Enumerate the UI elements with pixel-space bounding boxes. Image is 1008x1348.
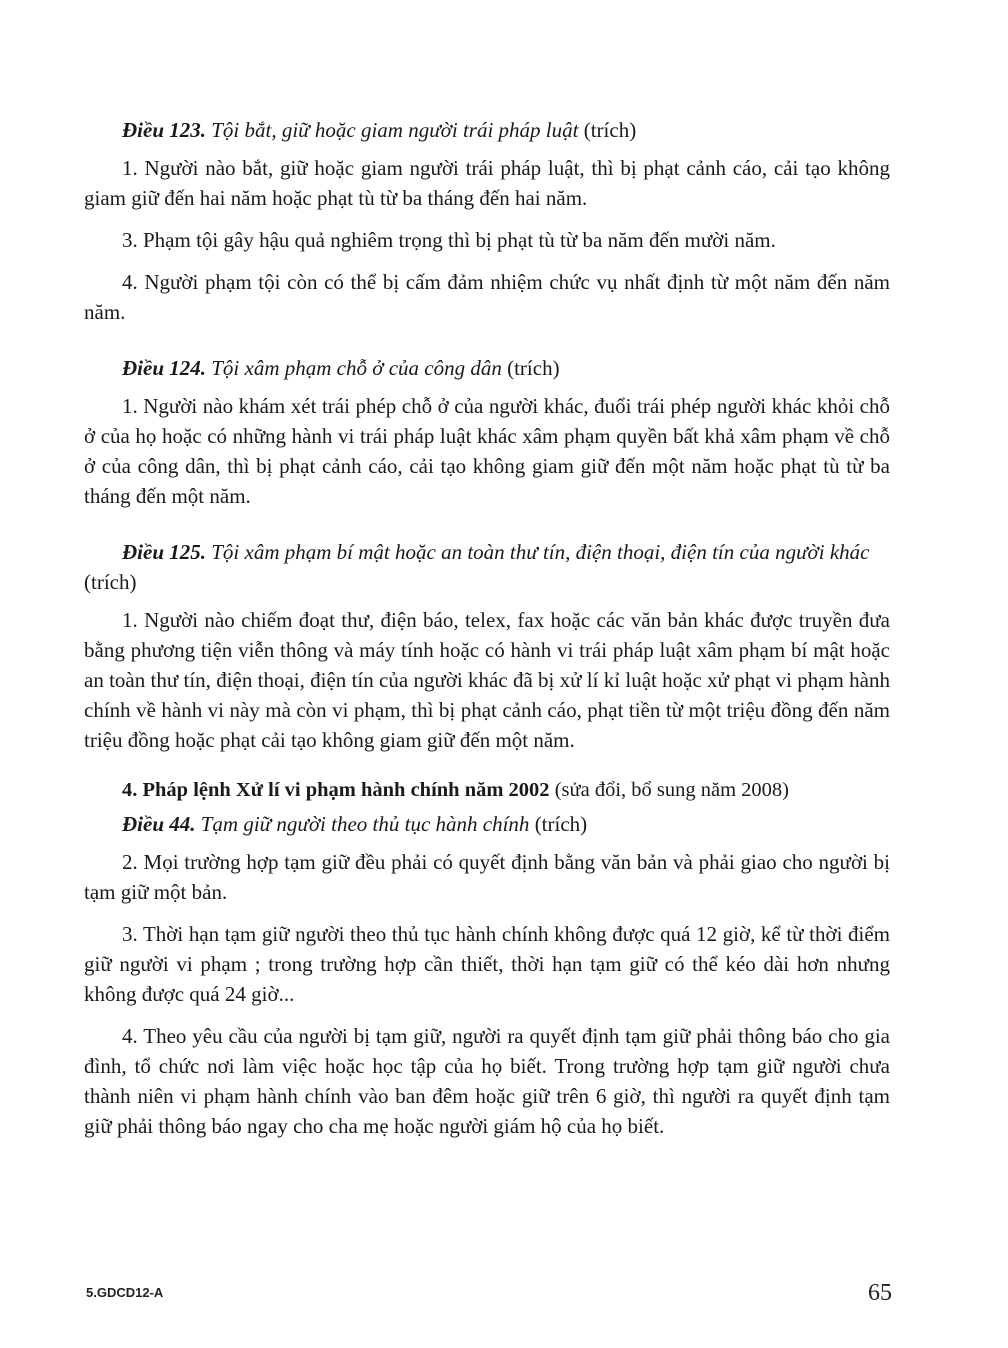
page-body (84, 115, 890, 1153)
article-44-heading (84, 809, 890, 839)
article-44-clause-2: 2. Mọi trường hợp tạm giữ đều phải có quyết định bằng văn bản và phải giao cho người bị tạm giữ một bản. (84, 850, 890, 904)
article-title: Tội xâm phạm bí mật hoặc an toàn thư tín, điện thoại, điện tín của người khác (211, 540, 870, 564)
article-note: (trích) (84, 570, 137, 594)
section-heading (84, 775, 890, 805)
article-123-heading (84, 115, 890, 145)
article-number: Điều 124. (122, 356, 206, 380)
section-title: 4. Pháp lệnh Xử lí vi phạm hành chính năm 2002 (122, 779, 550, 801)
article-number: Điều 125. (122, 540, 206, 564)
article-note: (trích) (507, 356, 560, 380)
article-44-clause-3: 3. Thời hạn tạm giữ người theo thủ tục hành chính không được quá 12 giờ, kể từ thời điểm giữ người vi phạm ; trong trường hợp cần thiết, thời hạn tạm giữ có thể kéo dài hơn nhưng không được quá 24 giờ... (84, 922, 890, 1006)
article-title: Tạm giữ người theo thủ tục hành chính (200, 812, 530, 836)
article-44-clause-4: 4. Theo yêu cầu của người bị tạm giữ, người ra quyết định tạm giữ phải thông báo cho gia đình, tổ chức nơi làm việc hoặc học tập của họ biết. Trong trường hợp tạm giữ người chưa thành niên vi phạm hành chính vào ban đêm hoặc giữ trên 6 giờ, thì người ra quyết định tạm giữ phải thông báo ngay cho cha mẹ hoặc người giám hộ của họ biết. (84, 1024, 890, 1138)
article-number: Điều 44. (122, 812, 196, 836)
article-title: Tội bắt, giữ hoặc giam người trái pháp luật (211, 118, 579, 142)
article-title: Tội xâm phạm chỗ ở của công dân (211, 356, 502, 380)
article-123-clause-3: 3. Phạm tội gây hậu quả nghiêm trọng thì bị phạt tù từ ba năm đến mười năm. (122, 228, 776, 252)
article-125-heading (84, 537, 890, 597)
article-125-clause-1: 1. Người nào chiếm đoạt thư, điện báo, telex, fax hoặc các văn bản khác được truyền đưa bằng phương tiện viễn thông và máy tính hoặc có hành vi trái pháp luật xâm phạm bí mật hoặc an toàn thư tín, điện thoại, điện tín của người khác đã bị xử lí kỉ luật hoặc xử phạt vi phạm hành chính về hành vi này mà còn vi phạm, thì bị phạt cảnh cáo, phạt tiền từ một triệu đồng đến năm triệu đồng hoặc phạt cải tạo không giam giữ đến một năm. (84, 608, 890, 752)
article-number: Điều 123. (122, 118, 206, 142)
article-124-clause-1: 1. Người nào khám xét trái phép chỗ ở của người khác, đuổi trái phép người khác khỏi chỗ ở của họ hoặc có những hành vi trái pháp luật khác xâm phạm quyền bất khả xâm phạm về chỗ ở của công dân, thì bị phạt cảnh cáo, cải tạo không giam giữ đến một năm hoặc phạt tù từ ba tháng đến một năm. (84, 394, 890, 508)
article-123-clause-4: 4. Người phạm tội còn có thể bị cấm đảm nhiệm chức vụ nhất định từ một năm đến năm năm. (84, 270, 890, 324)
footer-book-code: 5.GDCD12-A (86, 1285, 164, 1300)
article-123-clause-1: 1. Người nào bắt, giữ hoặc giam người trái pháp luật, thì bị phạt cảnh cáo, cải tạo không giam giữ đến hai năm hoặc phạt tù từ ba tháng đến hai năm. (84, 156, 890, 210)
section-note: (sửa đổi, bổ sung năm 2008) (554, 779, 789, 801)
article-note: (trích) (583, 118, 637, 142)
page-number: 65 (868, 1280, 892, 1306)
article-note: (trích) (534, 812, 588, 836)
article-124-heading (84, 353, 890, 383)
